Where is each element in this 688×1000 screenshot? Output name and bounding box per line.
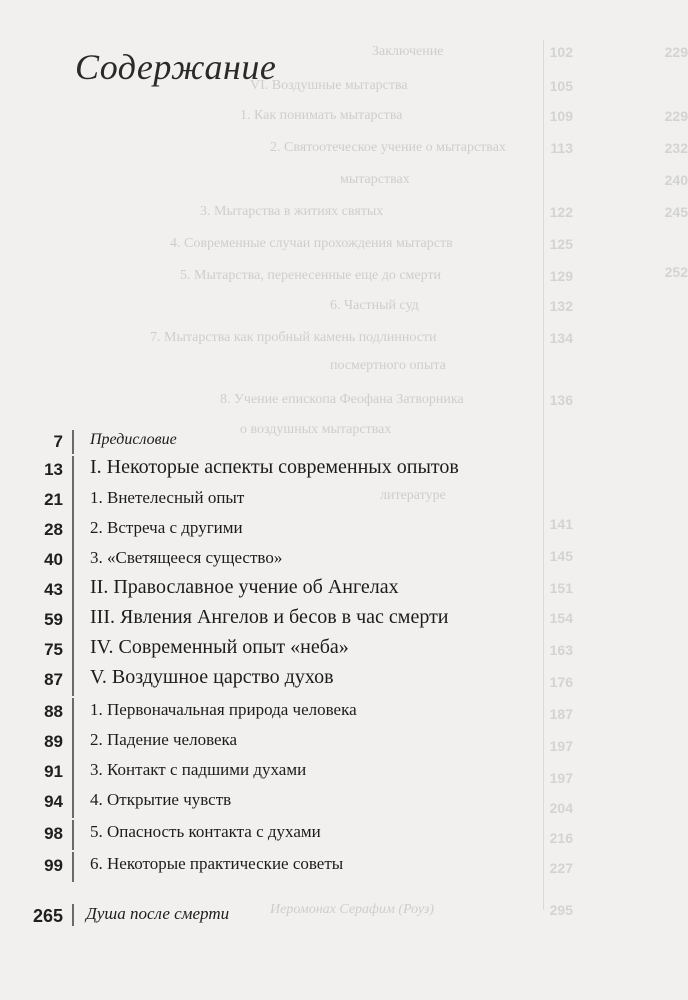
toc-divider [72,728,74,758]
toc-page-number: 89 [44,732,63,751]
footer-divider [72,904,74,926]
toc-divider [72,456,74,486]
toc-page-number: 40 [44,550,63,569]
toc-divider [72,486,74,516]
toc-divider [72,430,74,454]
toc-page-number: 88 [44,702,63,721]
toc-page-number: 98 [44,824,63,843]
toc-divider [72,516,74,546]
toc-entry-title: 2. Падение человека [90,730,238,749]
toc-entry-title: II. Православное учение об Ангелах [90,576,399,598]
toc-page-number: 7 [53,432,63,451]
toc-entry-title: 6. Некоторые практические советы [90,854,344,873]
bleed-through-text: 102 Заключение 105 VI. Воздушные мытарства 109 1. Как понимать мытарства 113 2. Святоотеческое учение о мытарствах мытарствах 122 3. Мытарства в житиях святых 125 4. Современные случаи прохождения мытарств 129 5. Мытарства, перенесенные еще до смерти 132 6. Частный суд 134 7. Мытарства как пробный камень подлинности посмертного опыта 136 8. Учение епископа Феофана Затворника о воздушных мытарствах литературе 141 145 151 154 163 176 187 197 197 204 216 227 295 Иеромонах Серафим (Роуз) 229 229 232 240 245 252 [0,0,665,1000]
toc-entry-title: V. Воздушное царство духов [90,666,334,688]
toc-entry-title: 4. Открытие чувств [90,790,232,809]
toc-divider [72,758,74,788]
toc-page-number: 21 [44,490,63,509]
toc-page-number: 75 [44,640,63,659]
toc-divider [72,666,74,696]
toc-entry-title: III. Явления Ангелов и бесов в час смерти [90,606,449,628]
toc-divider [72,698,74,728]
page-title: Содержание [75,47,277,87]
toc-entry-title: 5. Опасность контакта с духами [90,822,321,841]
toc-page-number: 28 [44,520,63,539]
toc-entry-title: 2. Встреча с другими [90,518,243,537]
running-title: Душа после смерти [86,904,230,923]
toc-divider [72,576,74,606]
toc-page-number: 13 [44,460,63,479]
toc-entry-title: 1. Первоначальная природа человека [90,700,357,719]
toc-entry-title: 3. «Светящееся существо» [90,548,283,567]
toc-divider [72,606,74,636]
toc-page-number: 87 [44,670,63,689]
toc-page-number: 91 [44,762,63,781]
toc-divider [72,820,74,850]
toc-page-number: 94 [44,792,63,811]
toc-divider [72,546,74,576]
toc-entry-title: I. Некоторые аспекты современных опытов [90,456,459,478]
toc-divider [72,852,74,882]
toc-page-number: 59 [44,610,63,629]
toc-entry-title: 3. Контакт с падшими духами [90,760,307,779]
toc-entry-title: IV. Современный опыт «неба» [90,636,349,658]
toc-entry-title: 1. Внетелесный опыт [90,488,245,507]
toc-divider [72,636,74,666]
toc-page-number: 43 [44,580,63,599]
folio-page-number: 265 [32,905,63,926]
toc-page-number: 99 [44,856,63,875]
toc-entry-title: Предисловие [90,431,177,448]
toc-divider [72,788,74,818]
